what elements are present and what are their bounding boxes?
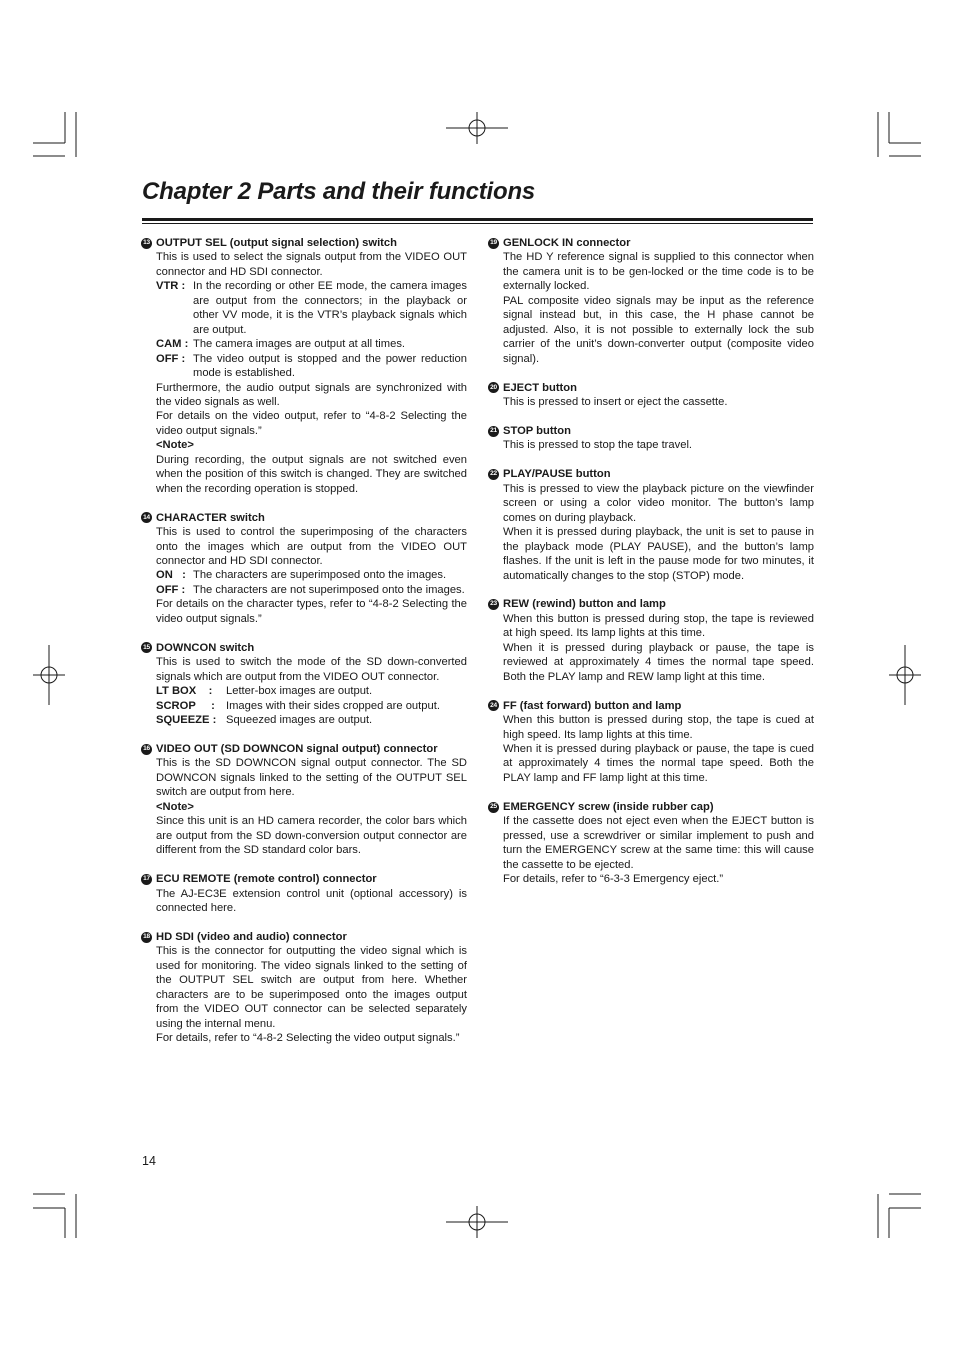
section-intro: This is used to switch the mode of the SD down-converted signals which are output from the VIDEO OUT connector. (156, 656, 467, 683)
section-rew-button (488, 597, 814, 684)
section-paragraph: For details on the video output, refer to “4-8-2 Selecting the video output signals.” (156, 410, 467, 437)
section-intro: The AJ-EC3E extension control unit (optional accessory) is connected here. (156, 887, 467, 914)
section-title: STOP button (503, 424, 571, 437)
section-title: GENLOCK IN connector (503, 237, 631, 249)
section-title: ECU REMOTE (remote control) connector (156, 873, 377, 886)
section-eject-button (488, 381, 814, 410)
section-downcon (141, 641, 467, 728)
circled-number-icon: 18 (141, 932, 152, 943)
section-paragraph: When it is pressed during playback or pause, the tape is cued at approximately 4 times the normal tape speed. Both the PLAY lamp and FF lamp light at this time. (503, 743, 814, 784)
section-heading (141, 511, 467, 525)
section-heading (488, 597, 814, 611)
section-video-out (141, 742, 467, 858)
section-ecu-remote (141, 872, 467, 915)
section-body (141, 655, 467, 727)
title-rule (142, 218, 813, 224)
section-title: EJECT button (503, 381, 577, 394)
section-body (488, 612, 814, 684)
section-paragraph: When this button is pressed during stop, the tape is cued at high speed. Its lamp lights at this time. (503, 714, 814, 741)
section-body (141, 525, 467, 626)
circled-number-icon: 17 (141, 874, 152, 885)
definition-item (156, 279, 467, 337)
note-label: <Note> (156, 800, 194, 813)
title-rule-thin (142, 223, 813, 224)
section-body (141, 250, 467, 496)
section-genlock-in (488, 236, 814, 366)
definition-item (156, 583, 467, 597)
section-hd-sdi (141, 930, 467, 1046)
section-heading (488, 424, 814, 438)
circled-number-icon: 25 (488, 802, 499, 813)
note-label: <Note> (156, 439, 194, 452)
definition-item (156, 337, 467, 351)
section-paragraph: For details, refer to “6-3-3 Emergency eject.” (503, 873, 724, 886)
note-text: Since this unit is an HD camera recorder, the color bars which are output from the SD down-conversion output connector are different from the SD standard color bars. (156, 815, 467, 857)
definition-desc: In the recording or other EE mode, the camera images are output from the connectors; in the playback or other VV mode, it is the VTR’s playback signals which are output. (193, 280, 467, 336)
section-output-sel (141, 236, 467, 496)
definition-item (156, 699, 467, 713)
right-column (488, 236, 814, 901)
section-paragraph: This is pressed to view the playback picture on the viewfinder screen or using a color video monitor. The button’s lamp comes on during playback. (503, 482, 814, 524)
section-heading (141, 930, 467, 944)
section-body (488, 250, 814, 366)
definition-term: CAM : (156, 338, 189, 351)
circled-number-icon: 21 (488, 426, 499, 437)
section-heading (141, 236, 467, 250)
section-heading (488, 467, 814, 481)
circled-number-icon: 24 (488, 700, 499, 711)
section-paragraph: This is pressed to stop the tape travel. (503, 439, 693, 452)
section-title: OUTPUT SEL (output signal selection) switch (156, 237, 397, 249)
section-paragraph: If the cassette does not eject even when the EJECT button is pressed, use a screwdriver or similar implement to push and turn the EMERGENCY screw at the same time: this will cause the cassette to be ejected. (503, 815, 814, 871)
definition-term: SQUEEZE : (156, 714, 217, 726)
section-body (488, 438, 814, 452)
note-text: During recording, the output signals are not switched even when the position of this switch is changed. They are switched when the recording operation is stopped. (156, 453, 467, 495)
definition-term: ON : (156, 569, 186, 582)
section-intro: This is used to control the superimposing of the characters onto the images which are output from the VIDEO OUT connector and HD SDI connector. (156, 526, 467, 567)
left-column (141, 236, 467, 1060)
section-title: REW (rewind) button and lamp (503, 598, 666, 611)
section-paragraph: When this button is pressed during stop, the tape is reviewed at high speed. Its lamp lights at this time. (503, 612, 814, 640)
circled-number-icon: 23 (488, 599, 499, 610)
definition-desc: Letter-box images are output. (226, 685, 373, 698)
section-heading (141, 641, 467, 655)
section-heading (488, 381, 814, 395)
section-title: DOWNCON switch (156, 641, 255, 654)
circled-number-icon: 14 (141, 512, 152, 523)
title-rule-thick (142, 218, 813, 221)
section-paragraph: This is pressed to insert or eject the cassette. (503, 396, 728, 408)
section-paragraph: When it is pressed during playback or pause, the tape is reviewed at approximately 4 times the normal tape speed. Both the PLAY lamp and REW lamp light at this time. (503, 641, 814, 683)
section-body (141, 887, 467, 916)
section-emergency-screw (488, 800, 814, 887)
section-title: HD SDI (video and audio) connector (156, 930, 347, 943)
definition-desc: Squeezed images are output. (226, 714, 373, 726)
section-body (141, 756, 467, 857)
section-title: CHARACTER switch (156, 511, 265, 524)
section-title: PLAY/PAUSE button (503, 468, 611, 481)
chapter-title: Chapter 2 Parts and their functions (142, 178, 536, 205)
section-title: FF (fast forward) button and lamp (503, 699, 682, 712)
circled-number-icon: 13 (141, 238, 152, 249)
section-heading (488, 800, 814, 814)
section-body (488, 814, 814, 886)
definition-desc: The characters are superimposed onto the images. (193, 569, 447, 582)
section-paragraph: PAL composite video signals may be input as the reference signal instead but, in this case, the H phase cannot be adjusted. Also, it is not possible to externally lock the sub carrier of the unit’s down-converter output (composite video signal). (503, 294, 814, 365)
circled-number-icon: 15 (141, 642, 152, 653)
definition-term: LT BOX : (156, 685, 213, 698)
section-intro: This is the connector for outputting the video signal which is used for monitoring. The video signals linked to the setting of the OUTPUT SEL switch are output from here. Whether characters are to be superimposed onto the images output from the VIDEO OUT connector can be selected separately using the internal menu. (156, 945, 467, 1030)
section-intro: This is the SD DOWNCON signal output connector. The SD DOWNCON signals linked to the setting of the OUTPUT SEL switch are output from here. (156, 757, 467, 799)
section-heading (488, 699, 814, 713)
circled-number-icon: 16 (141, 744, 152, 755)
section-body (488, 713, 814, 785)
section-title: VIDEO OUT (SD DOWNCON signal output) connector (156, 742, 438, 755)
section-body (141, 944, 467, 1045)
definition-item (156, 568, 467, 582)
section-intro: This is used to select the signals output from the VIDEO OUT connector and HD SDI connector. (156, 251, 467, 278)
section-heading (488, 236, 814, 250)
section-paragraph: Furthermore, the audio output signals are synchronized with the video signals as well. (156, 381, 467, 408)
section-paragraph: For details on the character types, refer to “4-8-2 Selecting the video output signals.” (156, 598, 467, 625)
section-body (488, 482, 814, 583)
definition-term: OFF : (156, 583, 186, 596)
circled-number-icon: 20 (488, 382, 499, 393)
section-stop-button (488, 424, 814, 453)
section-paragraph: The HD Y reference signal is supplied to this connector when the camera unit is to be gen-locked or the time code is to be externally locked. (503, 251, 814, 293)
definition-desc: The video output is stopped and the power reduction mode is established. (193, 352, 467, 380)
definition-item (156, 713, 467, 727)
definition-item (156, 684, 467, 698)
section-paragraph: For details, refer to “4-8-2 Selecting the video output signals.” (156, 1032, 460, 1045)
section-body (488, 395, 814, 409)
section-title: EMERGENCY screw (inside rubber cap) (503, 800, 714, 813)
section-heading (141, 872, 467, 886)
circled-number-icon: 19 (488, 238, 499, 249)
section-character (141, 511, 467, 627)
definition-term: SCROP : (156, 699, 215, 712)
definition-term: OFF : (156, 352, 186, 365)
section-ff-button (488, 699, 814, 786)
definition-desc: Images with their sides cropped are output. (226, 699, 440, 712)
section-heading (141, 742, 467, 756)
definition-item (156, 352, 467, 381)
section-paragraph: When it is pressed during playback, the unit is set to pause in the playback mode (PLAY PAUSE), and the button’s lamp flashes. If the unit is left in the pause mode for two minutes, it automatically changes to the stop (STOP) mode. (503, 526, 814, 582)
circled-number-icon: 22 (488, 469, 499, 480)
definition-desc: The camera images are output at all times. (193, 338, 406, 351)
definition-desc: The characters are not superimposed onto the images. (193, 583, 465, 596)
page-number: 14 (142, 1154, 156, 1168)
section-play-pause-button (488, 467, 814, 583)
definition-term: VTR : (156, 280, 186, 293)
